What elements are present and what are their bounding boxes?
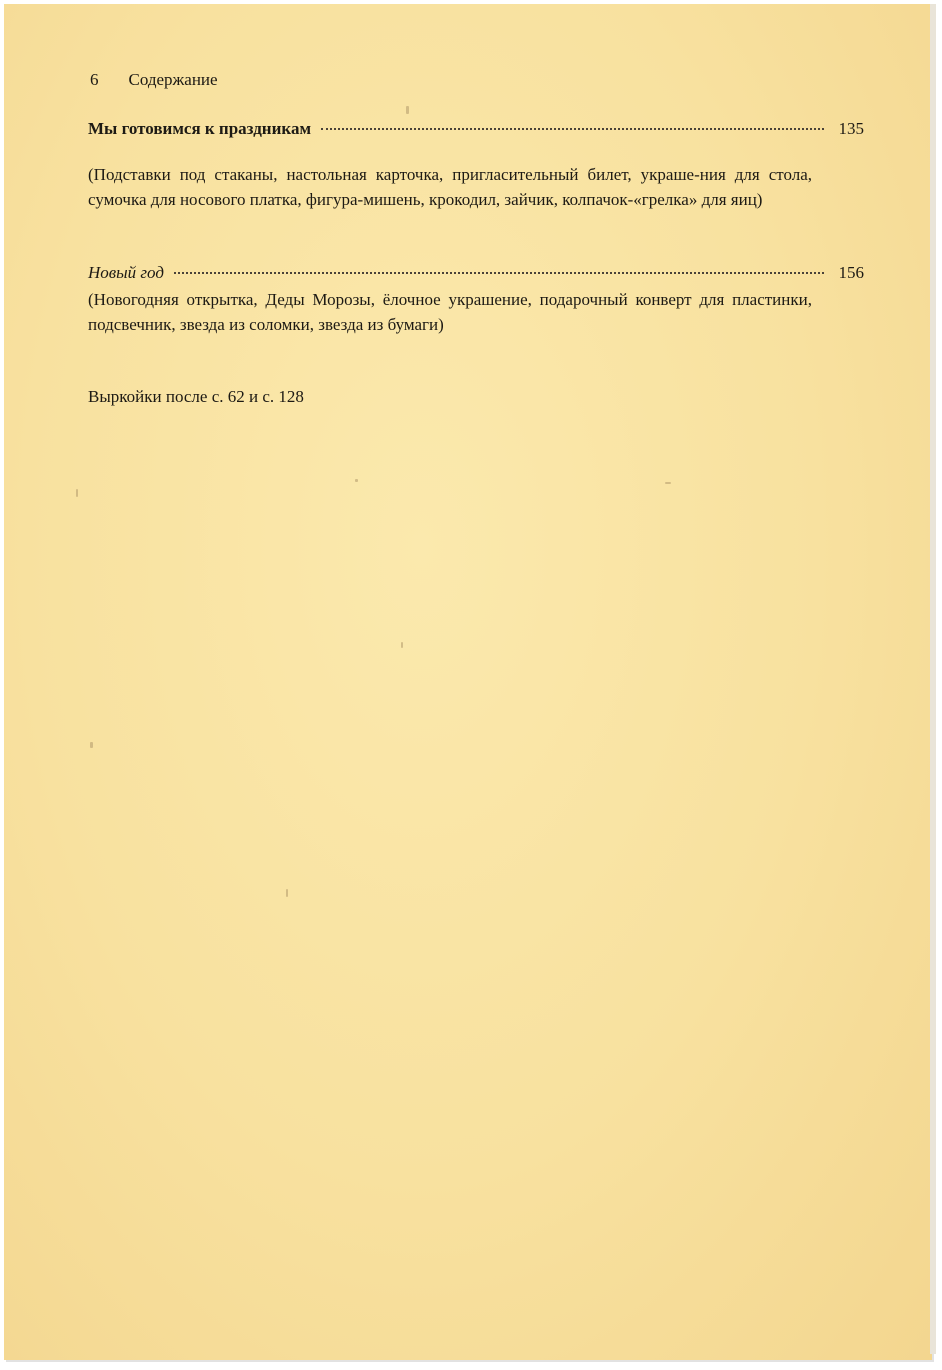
- toc-entry-page: 156: [838, 263, 864, 282]
- running-title: Содержание: [128, 70, 218, 89]
- footer-note: Выркойки после с. 62 и с. 128: [88, 387, 304, 406]
- paper-speck: [401, 642, 403, 648]
- paper-speck: [286, 889, 288, 897]
- toc-entry-title: Мы готовимся к праздникам: [88, 119, 312, 138]
- running-header: [90, 70, 218, 90]
- toc-entry-title: Новый год: [88, 263, 164, 282]
- book-page: [4, 4, 932, 1360]
- toc-entry-description: (Подставки под стаканы, настольная карточка, пригласительный билет, украше-ния для стола, сумочка для носового платка, фигура-мишень, крокодил, зайчик, колпачок-«грелка» для яиц): [88, 165, 812, 209]
- paper-speck: [355, 479, 358, 482]
- toc-entry[interactable]: [88, 119, 864, 139]
- toc-entry-description: (Новогодняя открытка, Деды Морозы, ёлочное украшение, подарочный конверт для пластинки, подсвечник, звезда из соломки, звезда из бумаги): [88, 290, 812, 334]
- page-number: 6: [90, 70, 99, 89]
- toc-entry-page: 135: [838, 119, 864, 138]
- page-edge: [930, 4, 936, 1354]
- paper-speck: [76, 489, 78, 497]
- toc-leader-dots: [174, 272, 824, 274]
- paper-speck: [90, 742, 93, 748]
- toc-leader-dots: [321, 128, 824, 130]
- toc-entry[interactable]: [88, 263, 864, 283]
- paper-speck: [665, 482, 671, 484]
- paper-speck: [406, 106, 409, 114]
